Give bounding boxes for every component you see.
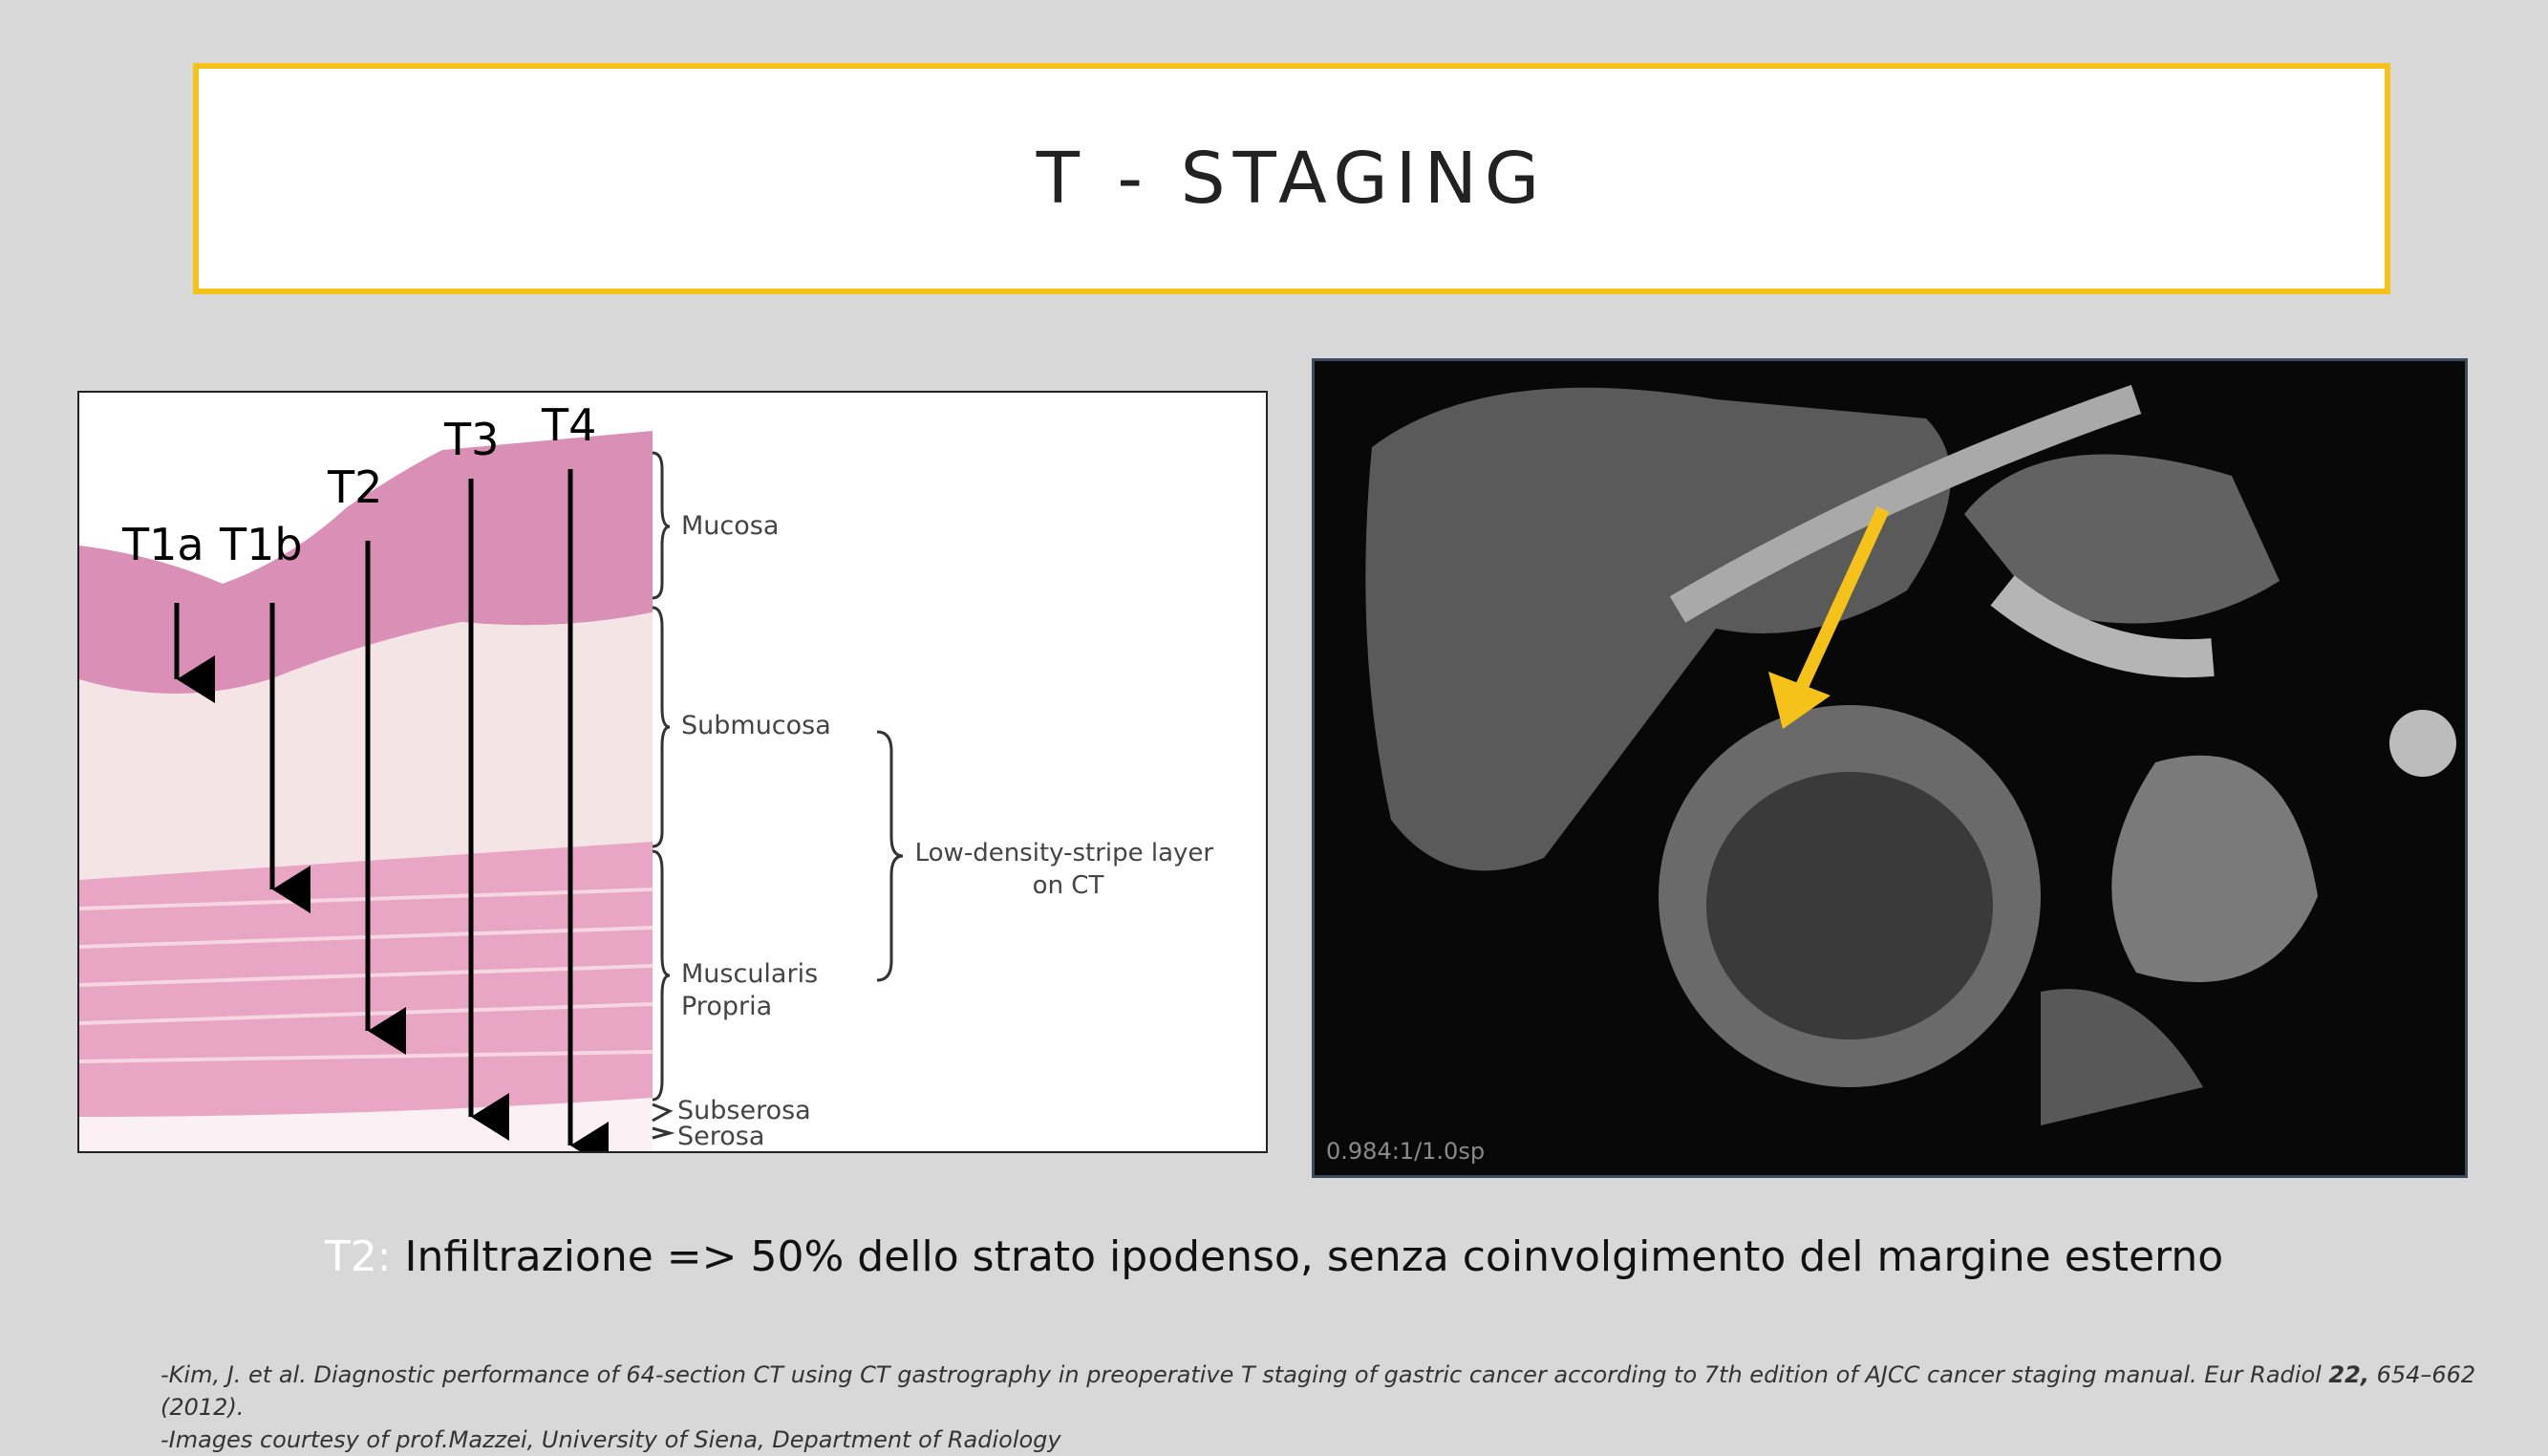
histology-figure bbox=[77, 391, 1268, 1153]
reference-1-volume: 22, bbox=[2328, 1361, 2369, 1388]
title-box bbox=[193, 63, 2390, 294]
label-t2: T2 bbox=[328, 461, 383, 513]
layer-submucosa: Submucosa bbox=[681, 711, 831, 740]
caption bbox=[0, 1232, 2548, 1281]
label-t4: T4 bbox=[542, 399, 597, 451]
reference-1-text: -Kim, J. et al. Diagnostic performance of 64-section CT using CT gastrography in preoperative T staging of gastric cancer according to 7th edition of AJCC cancer staging manual. Eur Radiol bbox=[161, 1361, 2329, 1388]
brace-mucosa bbox=[653, 453, 670, 598]
low-density-label: Low-density-stripe layer on CT bbox=[914, 839, 1214, 900]
reference-1 bbox=[161, 1359, 2548, 1424]
ct-stomach-lumen bbox=[1706, 772, 1993, 1039]
layer-muscularis-propria: Muscularis Propria bbox=[681, 959, 819, 1021]
layer-serosa: Serosa bbox=[677, 1122, 765, 1151]
ct-kidney bbox=[2389, 710, 2456, 777]
label-t1a: T1a bbox=[122, 519, 204, 570]
references bbox=[161, 1359, 2548, 1456]
label-t1b: T1b bbox=[220, 519, 303, 570]
caption-label: T2: bbox=[324, 1232, 392, 1281]
brace-muscularis bbox=[653, 851, 670, 1100]
layer-mucosa: Mucosa bbox=[681, 511, 780, 541]
ct-scan bbox=[1315, 361, 2465, 1175]
label-t3: T3 bbox=[444, 414, 500, 465]
histology-diagram bbox=[79, 393, 1268, 1153]
reference-2: -Images courtesy of prof.Mazzei, University of Siena, Department of Radiology bbox=[161, 1426, 1061, 1453]
caption-text: Infiltrazione => 50% dello strato ipodenso, senza coinvolgimento del margine esterno bbox=[391, 1232, 2224, 1281]
ct-image bbox=[1312, 358, 2468, 1178]
reference-1-pages: 654–662 (2012). bbox=[161, 1361, 2476, 1421]
ct-overlay-text: 0.984:1/1.0sp bbox=[1326, 1138, 1486, 1165]
slide-title: T - STAGING bbox=[1036, 138, 1548, 220]
layer-subserosa: Subserosa bbox=[677, 1096, 811, 1125]
brace-serosa bbox=[653, 1104, 670, 1138]
low-density-bracket bbox=[877, 732, 903, 980]
brace-submucosa bbox=[653, 608, 670, 846]
